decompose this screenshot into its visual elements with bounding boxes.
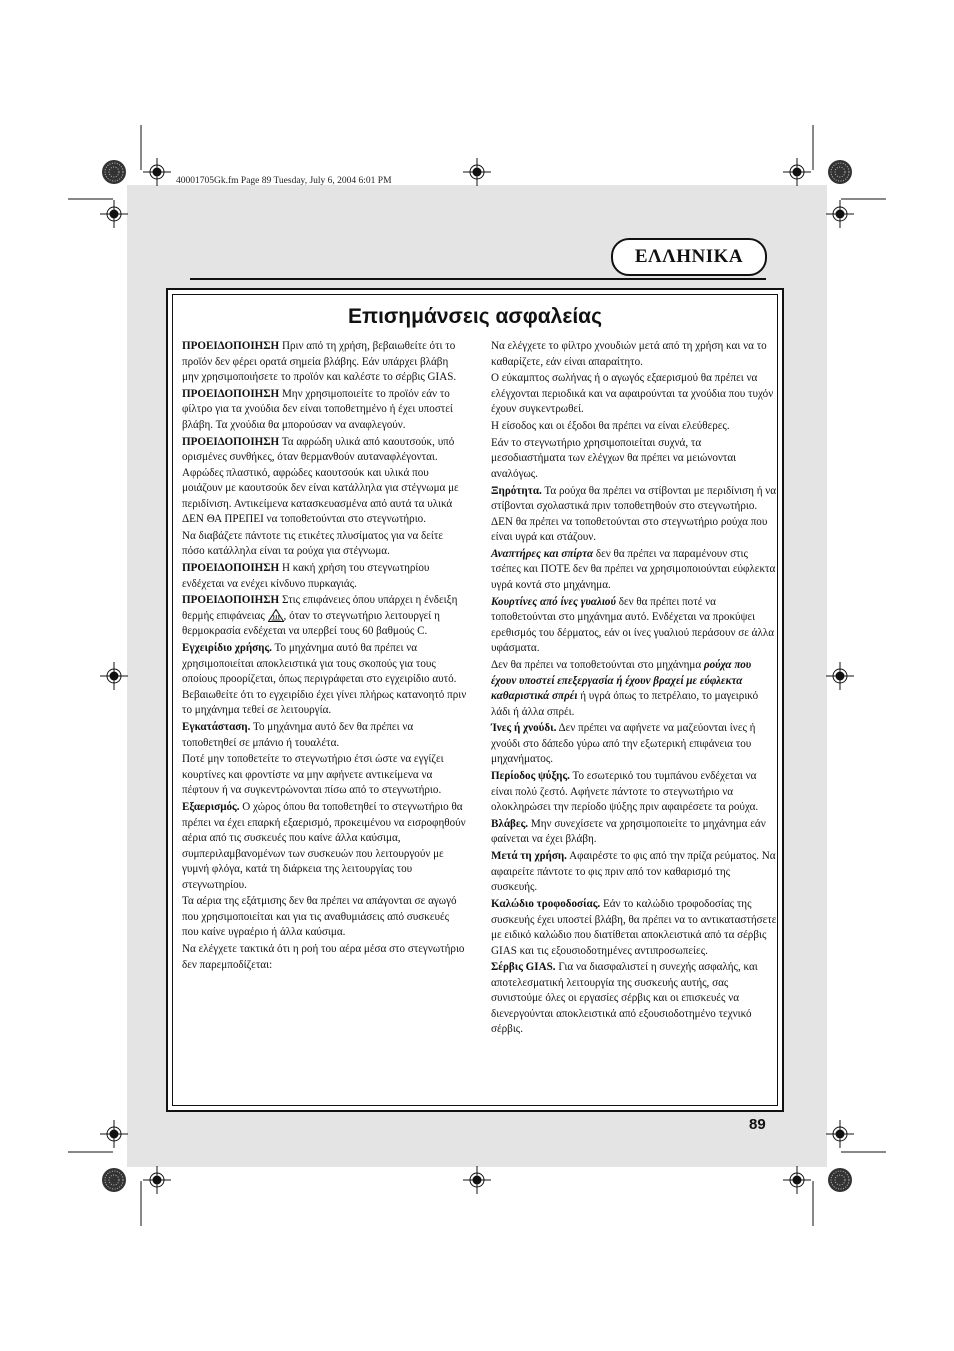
paragraph: Εάν το στεγνωτήριο χρησιμοποιείται συχνά, τα μεσοδιαστήματα των ελέγχων θα πρέπει να μειώνονται αναλόγως.	[491, 436, 737, 480]
header-rule	[190, 278, 766, 280]
paragraph: ΠΡΟΕΙΔΟΠΟΙΗΣΗ Τα αφρώδη υλικά από καουτσούκ, υπό ορισμένες συνθήκες, όταν θερμανθούν αυταναφλέγονται. Αφρώδες πλαστικό, αφρώδες καουτσούκ και υλικά που μοιάζουν με καουτσούκ δεν είναι κατάλληλα για στέγνωμα με περιδίνιση. Αντικείμενα κατασκευασμένα από αυτά τα υλικά ΔΕΝ ΘΑ ΠΡΕΠΕΙ να τοποθετούνται στο στεγνωτήριο.	[182, 435, 459, 526]
paragraph: Περίοδος ψύξης. Το εσωτερικό του τυμπάνου ενδέχεται να είναι πολύ ζεστό. Αφήνετε πάντοτε το στεγνωτήριο να ολοκληρώσει την περίοδο ψύξης πριν αφαιρέσετε τα ρούχα.	[491, 770, 759, 814]
right-column	[491, 339, 777, 1039]
left-column	[182, 339, 467, 975]
paragraph: Μετά τη χρήση. Αφαιρέστε το φις από την πρίζα ρεύματος. Να αφαιρείτε πάντοτε το φις πριν από τον καθαρισμό της συσκευής.	[491, 850, 776, 894]
paragraph: Αναπτήρες και σπίρτα δεν θα πρέπει να παραμένουν στις τσέπες και ΠΟΤΕ δεν θα πρέπει να χρησιμοποιούνται εύφλεκτα υγρά κοντά στο μηχάνημα.	[491, 547, 776, 591]
file-info-header: 40001705Gk.fm Page 89 Tuesday, July 6, 2004 6:01 PM	[176, 176, 392, 186]
paragraph: Βλάβες. Μην συνεχίσετε να χρησιμοποιείτε το μηχάνημα εάν φαίνεται να έχει βλάβη.	[491, 817, 766, 846]
paragraph: Ξηρότητα. Τα ρούχα θα πρέπει να στίβονται με περιδίνιση ή να στίβονται σχολαστικά πριν τοποθετηθούν στο στεγνωτήριο. ΔΕΝ θα πρέπει να τοποθετούνται στο στεγνωτήριο ρούχα που είναι υγρά και στάζουν.	[491, 484, 777, 544]
paragraph: Να ελέγχετε το φίλτρο χνουδιών μετά από τη χρήση και να το καθαρίζετε, εάν είναι απαραίτητο.	[491, 340, 767, 368]
paragraph: ΠΡΟΕΙΔΟΠΟΙΗΣΗ Η κακή χρήση του στεγνωτηρίου ενδέχεται να ενέχει κίνδυνο πυρκαγιάς.	[182, 562, 430, 590]
paragraph: Δεν θα πρέπει να τοποθετούνται στο μηχάνημα ρούχα που έχουν υποστεί επεξεργασία ή έχουν βραχεί με εύφλεκτα καθαριστικά σπρέι ή υγρά όπως το πετρέλαιο, το μαγειρικό λάδι ή άλλα σπρέι.	[491, 659, 759, 718]
paragraph: Η είσοδος και οι έξοδοι θα πρέπει να είναι ελεύθερες.	[491, 420, 730, 433]
safety-box	[166, 288, 784, 1112]
paragraph: Ίνες ή χνούδι. Δεν πρέπει να αφήνετε να μαζεύονται ίνες ή χνούδι στο δάπεδο γύρω από την εξωτερική επιφάνεια του μηχανήματος.	[491, 722, 756, 766]
paragraph: Να ελέγχετε τακτικά ότι η ροή του αέρα μέσα στο στεγνωτήριο δεν παρεμποδίζεται:	[182, 943, 465, 971]
safety-box-inner	[172, 294, 778, 1106]
paragraph: ΠΡΟΕΙΔΟΠΟΙΗΣΗ Πριν από τη χρήση, βεβαιωθείτε ότι το προϊόν δεν φέρει ορατά σημεία βλάβης. Εάν υπάρχει βλάβη μην χρησιμοποιήσετε το προϊόν και καλέστε το σέρβις GIAS.	[182, 340, 457, 383]
paragraph: Ο εύκαμπτος σωλήνας ή ο αγωγός εξαερισμού θα πρέπει να ελέγχονται περιοδικά και να αφαιρούνται τα χνούδια που τυχόν έχουν συγκεντρωθεί.	[491, 372, 774, 416]
paragraph: Εγχειρίδιο χρήσης. Το μηχάνημα αυτό θα πρέπει να χρησιμοποιείται αποκλειστικά για τους σκοπούς για τους οποίους προορίζεται, όπως περιγράφεται στο εγχειρίδιο αυτό. Βεβαιωθείτε ότι το εγχειρίδιο έχει γίνει πλήρως κατανοητό πριν το μηχάνημα τεθεί σε λειτουργία.	[182, 642, 467, 717]
hot-surface-icon	[268, 609, 284, 622]
paragraph: Κουρτίνες από ίνες γυαλιού δεν θα πρέπει ποτέ να τοποθετούνται στο μηχάνημα αυτό. Ενδέχεται να προκύψει ερεθισμός του δέρματος, εάν οι ίνες γυαλιού περάσουν σε άλλα υφάσματα.	[491, 595, 775, 655]
paragraph: Καλώδιο τροφοδοσίας. Εάν το καλώδιο τροφοδοσίας της συσκευής έχει υποστεί βλάβη, θα πρέπει να το αντικαταστήσετε με ειδικό καλώδιο που διατίθεται αποκλειστικά από τα σέρβις GIAS και τις εξουσιοδοτημένες αντιπροσωπείες.	[491, 898, 777, 957]
paragraph: Εξαερισμός. Ο χώρος όπου θα τοποθετηθεί το στεγνωτήριο θα πρέπει να έχει επαρκή εξαερισμό, προκειμένου να εισροφηθούν αέρια από τις συσκευές που καίνε άλλα καύσιμα, συμπεριλαμβανομένων των συσκευών που λειτουργούν με γυμνή φλόγα, κατά τη διάρκεια της λειτουργίας του στεγνωτηρίου.	[182, 801, 466, 891]
paragraph: Να διαβάζετε πάντοτε τις ετικέτες πλυσίματος για να δείτε πόσο κατάλληλα είναι τα ρούχα για στέγνωμα.	[182, 529, 444, 558]
paragraph: ΠΡΟΕΙΔΟΠΟΙΗΣΗ Στις επιφάνειες όπου υπάρχει η ένδειξη θερμής επιφάνειας , όταν το στεγνωτήριο λειτουργεί η θερμοκρασία ενδέχεται να υπερβεί τους 60 βαθμούς C.	[182, 594, 458, 638]
paragraph: Εγκατάσταση. Το μηχάνημα αυτό δεν θα πρέπει να τοποθετηθεί σε μπάνιο ή τουαλέτα.	[182, 721, 414, 749]
paragraph: Σέρβις GIAS. Για να διασφαλιστεί η συνεχής ασφαλής, και αποτελεσματική λειτουργία της συσκευής αυτής, σας συνιστούμε όλες οι εργασίες σέρβις και οι επισκευές να διενεργούνται αποκλειστικά από εξουσιοδοτημένο τεχνικό σέρβις.	[491, 961, 758, 1036]
page-title: Επισημάνσεις ασφαλείας	[348, 305, 602, 328]
language-badge: ΕΛΛΗΝΙΚΑ	[611, 238, 767, 276]
paragraph: Τα αέρια της εξάτμισης δεν θα πρέπει να απάγονται σε αγωγό που χρησιμοποιείται και για τις αναθυμιάσεις από συσκευές που καίνε υγραέριο ή άλλα καύσιμα.	[182, 895, 457, 939]
paragraph: Ποτέ μην τοποθετείτε το στεγνωτήριο έτσι ώστε να εγγίζει κουρτίνες και φροντίστε να μην αφήνετε αντικείμενα να πέφτουν ή να συγκεντρώνονται πίσω από το στεγνωτήριο.	[182, 753, 444, 797]
paragraph: ΠΡΟΕΙΔΟΠΟΙΗΣΗ Μην χρησιμοποιείτε το προϊόν εάν το φίλτρο για τα χνούδια δεν είναι τοποθετημένο ή έχει υποστεί βλάβη. Τα χνούδια θα μπορούσαν να αναφλεγούν.	[182, 387, 453, 431]
page-number: 89	[749, 1116, 766, 1133]
